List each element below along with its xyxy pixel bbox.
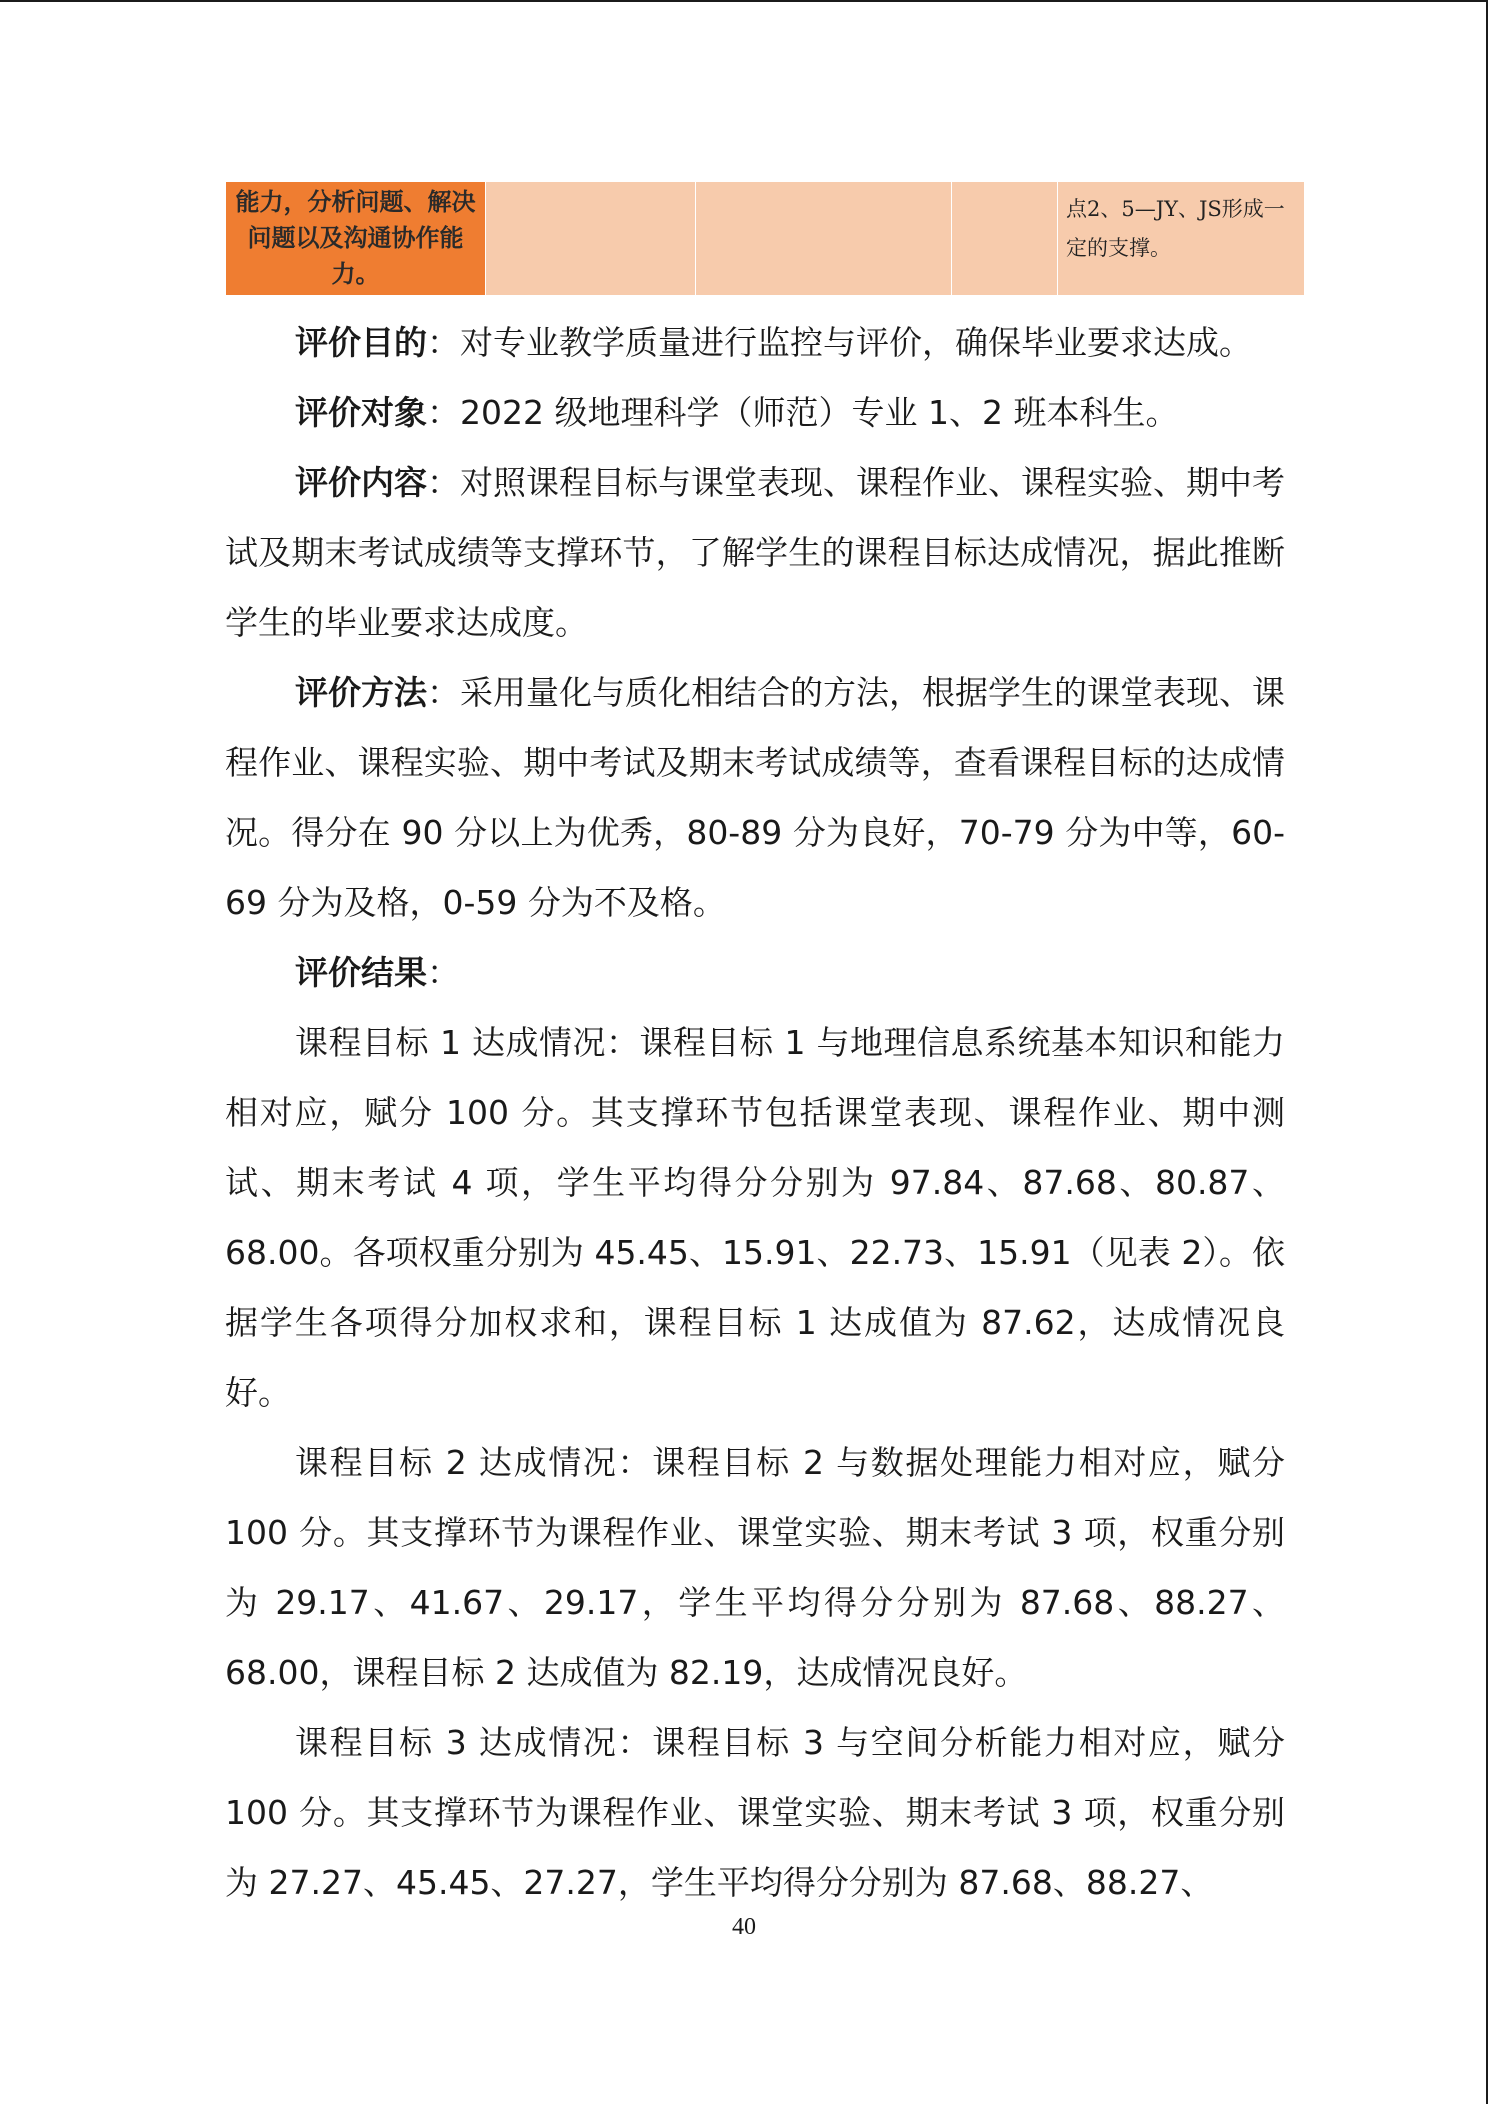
table-row [226, 182, 1305, 295]
result-label: 评价结果 [295, 953, 427, 992]
result-text: ： [427, 953, 460, 992]
paragraph-object [225, 378, 1285, 448]
table-cell [486, 182, 696, 295]
table-cell [952, 182, 1058, 295]
object-text: ：2022 级地理科学（师范）专业 1、2 班本科生。 [427, 393, 1179, 432]
paragraph-purpose [225, 308, 1285, 378]
evaluation-table [225, 182, 1305, 295]
paragraph-result [225, 938, 1285, 1008]
table-cell-ability: 能力，分析问题、解决问题以及沟通协作能力。 [226, 182, 486, 295]
paragraph-goal2: 课程目标 2 达成情况：课程目标 2 与数据处理能力相对应，赋分 100 分。其支撑环节为课程作业、课堂实验、期末考试 3 项，权重分别为 29.17、41.67、29.17，学生平均得分分别为 87.68、88.27、68.00，课程目标 2 达成值为 82.19，达成情况良好。 [225, 1443, 1285, 1692]
object-label: 评价对象 [295, 393, 427, 432]
purpose-label: 评价目的 [295, 323, 427, 362]
page-number: 40 [732, 1914, 756, 1940]
method-text: ：采用量化与质化相结合的方法，根据学生的课堂表现、课程作业、课程实验、期中考试及期末考试成绩等，查看课程目标的达成情况。得分在 90 分以上为优秀，80-89 分为良好，70-79 分为中等，60-69 分为及格，0-59 分为不及格。 [225, 673, 1285, 922]
paragraph-goal1: 课程目标 1 达成情况：课程目标 1 与地理信息系统基本知识和能力相对应，赋分 100 分。其支撑环节包括课堂表现、课程作业、期中测试、期末考试 4 项，学生平均得分分别为 97.84、87.68、80.87、68.00。各项权重分别为 45.45、15.91、22.73、15.91（见表 2）。依据学生各项得分加权求和，课程目标 1 达成值为 87.62，达成情况良好。 [225, 1023, 1285, 1412]
table-cell-support: 点2、5—JY、JS形成一定的支撑。 [1058, 182, 1305, 295]
table-cell [696, 182, 952, 295]
paragraph-goal3: 课程目标 3 达成情况：课程目标 3 与空间分析能力相对应，赋分 100 分。其支撑环节为课程作业、课堂实验、期末考试 3 项，权重分别为 27.27、45.45、27.27，学生平均得分分别为 87.68、88.27、 [225, 1723, 1285, 1902]
method-label: 评价方法 [295, 673, 427, 712]
document-body [225, 308, 1285, 1918]
content-text: ：对照课程目标与课堂表现、课程作业、课程实验、期中考试及期末考试成绩等支撑环节，了解学生的课程目标达成情况，据此推断学生的毕业要求达成度。 [225, 463, 1285, 642]
purpose-text: ：对专业教学质量进行监控与评价，确保毕业要求达成。 [427, 323, 1252, 362]
paragraph-content [225, 448, 1285, 658]
paragraph-method [225, 658, 1285, 938]
content-label: 评价内容 [295, 463, 427, 502]
